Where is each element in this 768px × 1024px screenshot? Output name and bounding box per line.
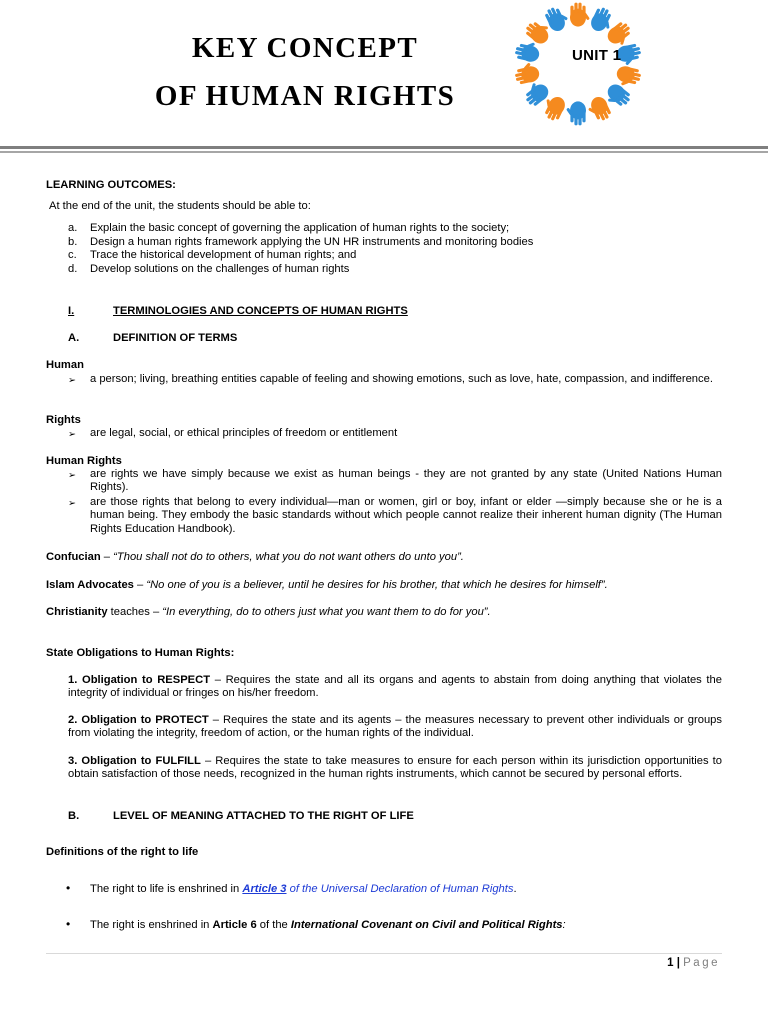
obligation-label: 2. Obligation to PROTECT: [68, 714, 209, 726]
hand-shape-icon: [566, 101, 586, 125]
obligation-item: [68, 714, 722, 741]
arrow-bullet-icon: ➢: [68, 498, 76, 509]
text-span: of the: [256, 919, 291, 931]
life-bullet-iccpr: [90, 919, 566, 932]
hand-shape-icon: [570, 3, 590, 27]
obligation-label: 1. Obligation to RESPECT: [68, 674, 211, 686]
subsection-number: B.: [68, 810, 80, 822]
term-heading: Rights: [46, 414, 81, 426]
obligation-text: – Requires the state and its agents – the measures necessary to prevent other individuals or groups from violating the integrity, freedom of action, or the human rights of the individual.: [68, 714, 722, 740]
quote-source: Christianity: [46, 606, 108, 618]
title-line-1: KEY CONCEPT: [191, 32, 419, 64]
quote-connector: teaches –: [107, 606, 163, 618]
bullet-icon: •: [66, 881, 71, 895]
subsection-number: A.: [68, 332, 80, 344]
page-footer: [667, 957, 720, 970]
learning-outcomes-heading: LEARNING OUTCOMES:: [46, 179, 176, 191]
learning-intro: At the end of the unit, the students should be able to:: [49, 200, 311, 212]
text-span: The right is enshrined in: [90, 919, 213, 931]
quote-text: “Thou shall not do to others, what you do not want others do unto you”.: [113, 551, 464, 563]
quote-text: “No one of you is a believer, until he desires for his brother, that which he desires for himself”.: [146, 579, 608, 591]
list-item-label: a.: [68, 222, 78, 234]
title-line-2: OF HUMAN RIGHTS: [154, 80, 456, 112]
obligation-item: [68, 674, 722, 701]
list-item-label: b.: [68, 236, 78, 248]
quote-line: [46, 606, 491, 619]
list-item: Trace the historical development of human rights; and: [90, 249, 357, 261]
term-heading: Human: [46, 359, 84, 371]
obligation-text: – Requires the state to take measures to ensure for each person within its jurisdiction opportunities to obtain satisfaction of those needs, recognized in the human rights instruments, which cannot be secured by personal efforts.: [68, 755, 723, 781]
subsection-title: DEFINITION OF TERMS: [113, 332, 238, 344]
arrow-bullet-icon: ➢: [68, 429, 76, 440]
quote-line: [46, 551, 464, 564]
article-6-label: Article 6: [212, 919, 257, 931]
obligation-text: – Requires the state and all its organs and agents to abstain from doing anything that violates the integrity of individual or fringes on his/her freedom.: [68, 674, 722, 700]
udhr-link[interactable]: of the Universal Declaration of Human Rights: [286, 883, 514, 895]
term-heading: Human Rights: [46, 455, 122, 467]
life-heading: Definitions of the right to life: [46, 846, 199, 858]
hand-shape-icon: [585, 94, 613, 124]
obligation-item: [68, 755, 722, 782]
hand-shape-icon: [513, 61, 541, 86]
quote-connector: –: [133, 579, 147, 591]
arrow-bullet-icon: ➢: [68, 470, 76, 481]
bullet-icon: •: [66, 917, 71, 931]
arrow-bullet-icon: ➢: [68, 375, 76, 386]
life-bullet-udhr: [90, 883, 517, 896]
text-span: :: [562, 919, 566, 931]
footer-rule: [46, 953, 722, 954]
quote-connector: –: [100, 551, 114, 563]
header-rule: [0, 146, 768, 149]
quote-source: Confucian: [46, 551, 101, 563]
term-definition: are those rights that belong to every individual—man or women, girl or boy, infant or elder —simply because she or he is a human being. They embody the basic standards without which people cannot realize their inherent human dignity (The Human Rights Education Handbook).: [90, 496, 722, 535]
unit-label: UNIT 1: [572, 47, 622, 64]
quote-line: [46, 579, 608, 592]
section-title: TERMINOLOGIES AND CONCEPTS OF HUMAN RIGHTS: [113, 305, 408, 317]
section-number: I.: [68, 305, 75, 317]
term-definition: are legal, social, or ethical principles of freedom or entitlement: [90, 427, 398, 439]
hand-shape-icon: [543, 4, 571, 34]
term-definition: a person; living, breathing entities capable of feeling and showing emotions, such as love, hate, compassion, and indifference.: [90, 373, 713, 385]
quote-source: Islam Advocates: [46, 579, 134, 591]
obligations-heading: State Obligations to Human Rights:: [46, 647, 235, 659]
text-span: The right to life is enshrined in: [90, 883, 243, 895]
page-number: 1: [667, 957, 674, 969]
page-separator: |: [673, 957, 684, 969]
list-item: Explain the basic concept of governing the application of human rights to the society;: [90, 222, 510, 234]
quote-text: “In everything, do to others just what you want them to do for you”.: [162, 606, 491, 618]
obligation-label: 3. Obligation to FULFILL: [68, 755, 201, 767]
text-span: .: [513, 883, 517, 895]
page-word: Page: [683, 957, 720, 969]
list-item-label: c.: [68, 249, 77, 261]
list-item: Develop solutions on the challenges of human rights: [90, 263, 350, 275]
list-item: Design a human rights framework applying the UN HR instruments and monitoring bodies: [90, 236, 534, 248]
article-3-link[interactable]: Article 3: [242, 883, 287, 895]
header-rule-thin: [0, 151, 768, 153]
covenant-name: International Covenant on Civil and Political Rights: [290, 919, 563, 931]
list-item-label: d.: [68, 263, 78, 275]
hands-circle-logo-icon: [500, 0, 656, 136]
term-definition: are rights we have simply because we exist as human beings - they are not granted by any state (United Nations Human Rights).: [90, 468, 722, 494]
subsection-title: LEVEL OF MEANING ATTACHED TO THE RIGHT OF LIFE: [113, 810, 414, 822]
